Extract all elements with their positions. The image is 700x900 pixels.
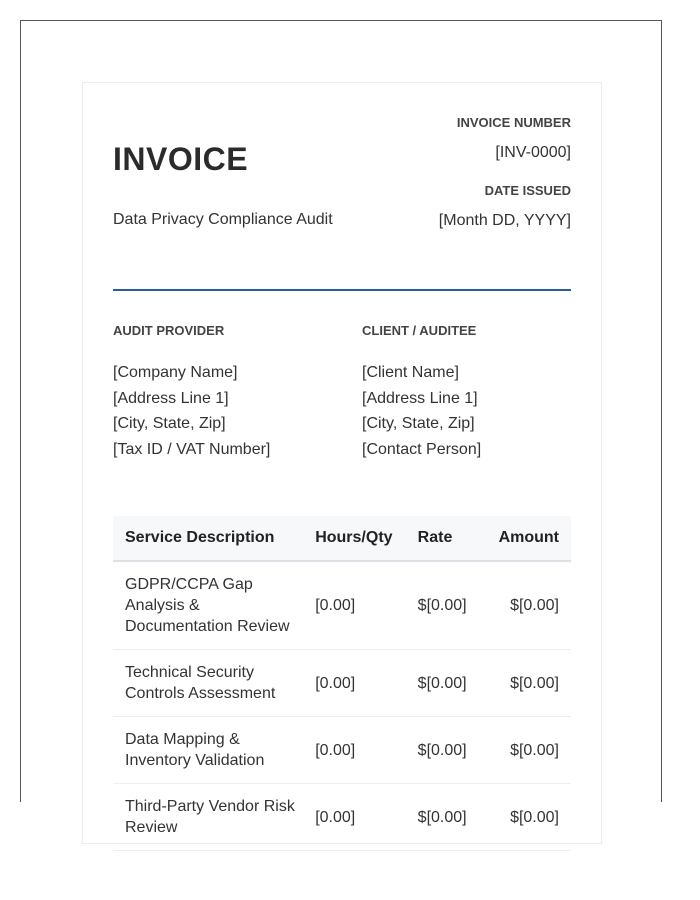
provider-city-state-zip: [City, State, Zip] [113,415,226,432]
header-hours-qty: Hours/Qty [315,529,393,546]
row-qty: [0.00] [303,650,405,717]
invoice-card [82,82,602,844]
header-rate: Rate [417,529,453,546]
row-description: GDPR/CCPA Gap Analysis & Documentation Review [113,561,303,650]
row-rate: $[0.00] [406,784,486,851]
row-description: Technical Security Controls Assessment [113,650,303,717]
invoice-number-value: [INV-0000] [495,144,571,161]
row-rate: $[0.00] [406,561,486,650]
document-viewport[interactable] [20,20,662,836]
table-row [113,717,571,784]
invoice-number-label: INVOICE NUMBER [456,115,571,130]
client-city-state-zip: [City, State, Zip] [362,415,475,432]
date-issued-label: DATE ISSUED [484,183,571,198]
invoice-subtitle: Data Privacy Compliance Audit [113,211,333,228]
client-contact-person: [Contact Person] [362,440,482,458]
client-name: [Client Name] [362,364,459,381]
client-block [362,323,592,465]
provider-company-name: [Company Name] [113,364,238,381]
table-header-row [113,516,571,561]
client-address-line: [Address Line 1] [362,389,478,407]
table-row [113,650,571,717]
header-divider [113,289,571,291]
header-amount: Amount [498,529,559,546]
row-amount: $[0.00] [486,717,571,784]
row-description: Data Mapping & Inventory Validation [113,717,303,784]
table-row [113,561,571,650]
audit-provider-block [113,323,343,465]
row-description: Third-Party Vendor Risk Review [113,784,303,851]
date-issued-value: [Month DD, YYYY] [438,212,571,229]
client-label: CLIENT / AUDITEE [362,323,477,338]
audit-provider-label: AUDIT PROVIDER [113,323,225,338]
row-qty: [0.00] [303,784,405,851]
row-amount: $[0.00] [486,650,571,717]
header-service-description: Service Description [125,529,275,546]
row-amount: $[0.00] [486,784,571,851]
provider-tax-id: [Tax ID / VAT Number] [113,440,271,458]
invoice-meta [311,115,571,232]
row-qty: [0.00] [303,561,405,650]
row-rate: $[0.00] [406,717,486,784]
table-row [113,784,571,851]
services-table [113,516,571,851]
row-qty: [0.00] [303,717,405,784]
row-amount: $[0.00] [486,561,571,650]
invoice-title: INVOICE [113,141,249,177]
row-rate: $[0.00] [406,650,486,717]
provider-address-line: [Address Line 1] [113,389,229,407]
